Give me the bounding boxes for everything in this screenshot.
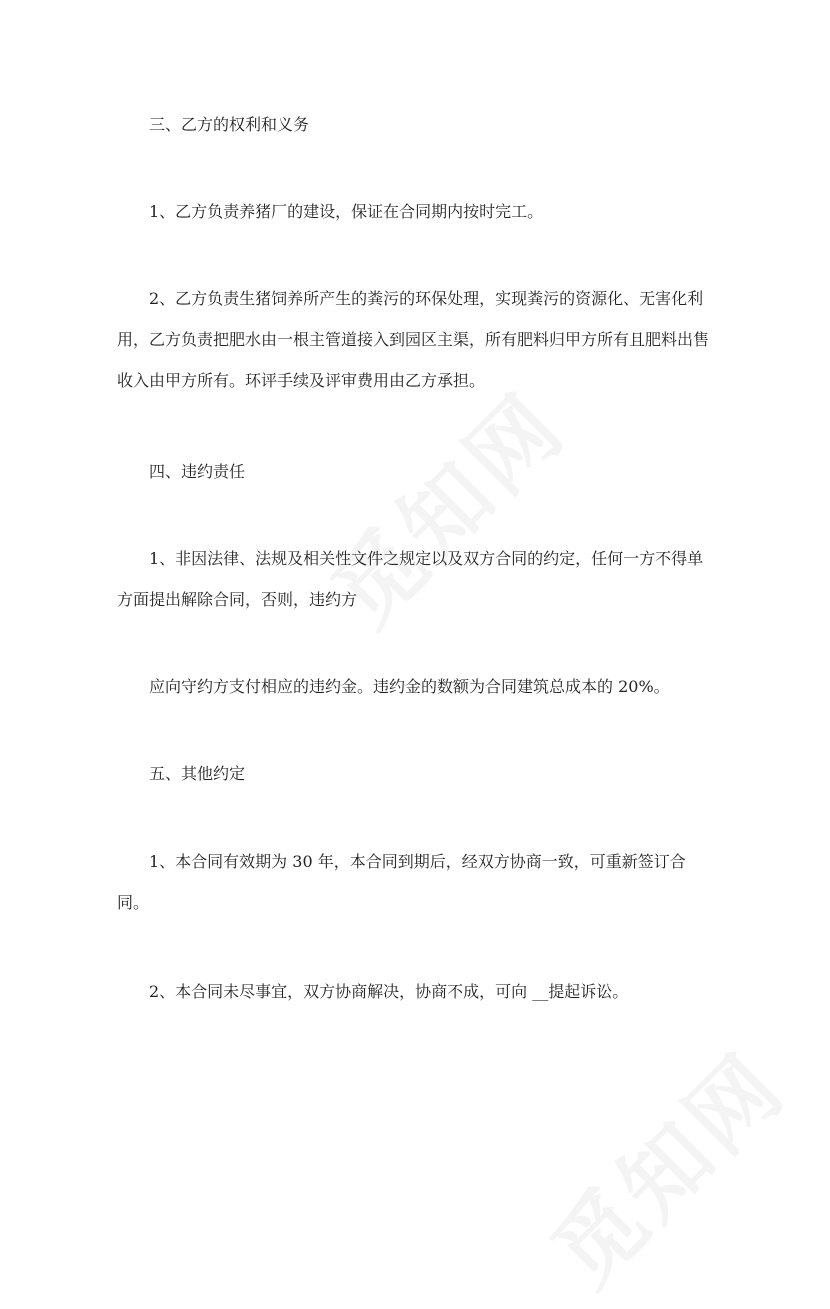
paragraph: 应向守约方支付相应的违约金。违约金的数额为合同建筑总成本的 20%。	[149, 677, 670, 696]
watermark	[520, 1021, 809, 1309]
paragraph: 2、本合同未尽事宜，双方协商解决，协商不成，可向 __提起诉讼。	[149, 982, 629, 1001]
section-heading-5: 五、其他约定	[149, 764, 246, 783]
paragraph: 1、乙方负责养猪厂的建设，保证在合同期内按时完工。	[149, 202, 544, 221]
section-heading-4: 四、违约责任	[149, 462, 246, 481]
paragraph: 2、乙方负责生猪饲养所产生的粪污的环保处理，实现粪污的资源化、无害化利用，乙方负责把肥水由一根主管道接入到园区主渠，所有肥料归甲方所有且肥料出售收入由甲方所有。环评手续及评审费用由乙方承担。	[117, 289, 710, 390]
paragraph: 1、非因法律、法规及相关性文件之规定以及双方合同的约定，任何一方不得单方面提出解除合同，否则，违约方	[117, 549, 704, 609]
section-heading-3: 三、乙方的权利和义务	[149, 115, 310, 134]
paragraph: 1、本合同有效期为 30 年，本合同到期后，经双方协商一致，可重新签订合同。	[117, 852, 686, 912]
